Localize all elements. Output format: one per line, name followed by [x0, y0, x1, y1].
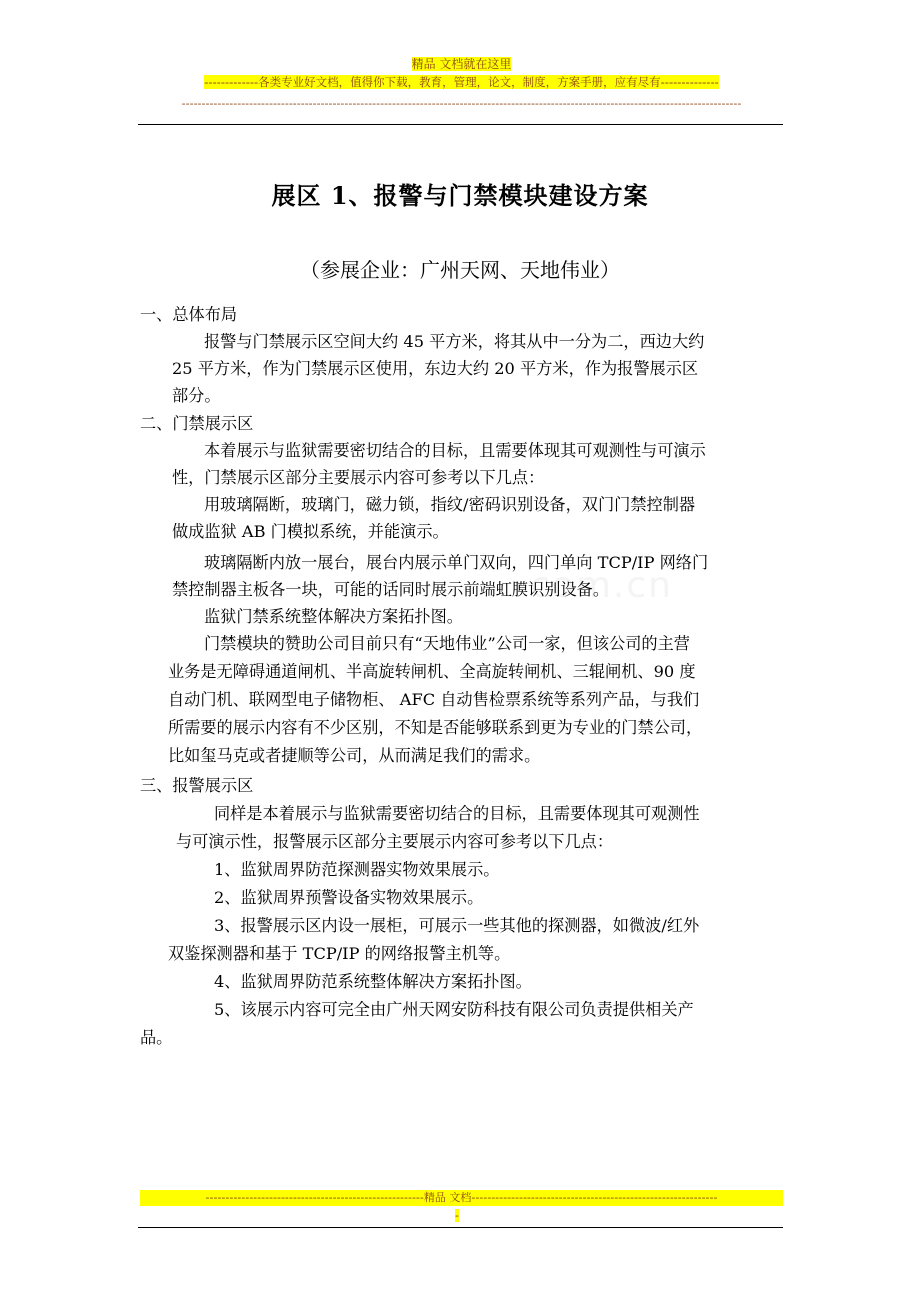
document-title: 展区 1、报警与门禁模块建设方案 [271, 181, 649, 210]
section-2-text-line: 用玻璃隔断，玻璃门，磁力锁，指纹/密码识别设备，双门门禁控制器 [204, 495, 696, 514]
section-3-text-line: 与可演示性，报警展示区部分主要展示内容可参考以下几点： [176, 832, 614, 851]
section-3-heading: 三、报警展示区 [140, 776, 254, 795]
footer-rule [138, 1227, 783, 1228]
section-2-text-line: 所需要的展示内容有不少区别，不知是否能够联系到更为专业的门禁公司， [168, 718, 703, 737]
header-line-2: -------------各类专业好文档，值得你下载，教育，管理，论文，制度，方案手册，应有尽有-------------- [204, 75, 719, 89]
section-1-heading: 一、总体布局 [140, 305, 238, 324]
section-3-list-item: 3、报警展示区内设一展柜，可展示一些其他的探测器，如微波/红外 [214, 916, 700, 935]
section-2-text-line: 比如玺马克或者捷顺等公司，从而满足我们的需求。 [168, 746, 541, 765]
header-line-1: 精品 文档就在这里 [411, 57, 512, 71]
section-3-list-item: 1、监狱周界防范探测器实物效果展示。 [214, 860, 500, 879]
section-1-text-line: 25 平方米，作为门禁展示区使用，东边大约 20 平方米，作为报警展示区 [172, 359, 699, 378]
footer-dash: - [455, 1209, 459, 1222]
header-rule [138, 124, 783, 125]
section-2-heading: 二、门禁展示区 [140, 414, 254, 433]
section-1-text-line: 部分。 [172, 386, 221, 405]
section-2-text-line: 本着展示与监狱需要密切结合的目标，且需要体现其可观测性与可演示 [204, 441, 706, 460]
header-line-3: --------------------------------------------------------------------------------------------------------------------------------------------- [181, 97, 742, 110]
section-3-list-item: 2、监狱周界预警设备实物效果展示。 [214, 888, 484, 907]
section-3-list-item: 4、监狱周界防范系统整体解决方案拓扑图。 [214, 972, 532, 991]
section-2-text-line: 做成监狱 AB 门模拟系统，并能演示。 [172, 522, 449, 541]
section-3-list-item: 5、该展示内容可完全由广州天网安防科技有限公司负责提供相关产 [214, 1000, 694, 1019]
section-2-text-line: 禁控制器主板各一块，可能的话同时展示前端虹膜识别设备。 [172, 580, 610, 599]
watermark: com.cn [530, 565, 673, 606]
section-3-list-item: 品。 [140, 1028, 173, 1047]
section-2-text-line: 玻璃隔断内放一展台，展台内展示单门双向，四门单向 TCP/IP 网络门 [204, 553, 709, 572]
section-3-list-item: 双鉴探测器和基于 TCP/IP 的网络报警主机等。 [168, 944, 511, 963]
section-2-text-line: 自动门机、联网型电子储物柜、 AFC 自动售检票系统等系列产品，与我们 [168, 690, 700, 709]
section-3-text-line: 同样是本着展示与监狱需要密切结合的目标，且需要体现其可观测性 [214, 804, 700, 823]
section-2-text-line: 业务是无障碍通道闸机、半高旋转闸机、全高旋转闸机、三辊闸机、90 度 [168, 662, 696, 681]
section-1-text-line: 报警与门禁展示区空间大约 45 平方米，将其从中一分为二，西边大约 [204, 332, 705, 351]
footer-line: -------------------------------------------------------精品 文档-------------------------------------------------------------- [140, 1190, 783, 1206]
document-subtitle: （参展企业：广州天网、天地伟业） [300, 258, 620, 282]
section-2-text-line: 门禁模块的赞助公司目前只有“天地伟业”公司一家，但该公司的主营 [204, 634, 690, 653]
section-2-text-line: 性，门禁展示区部分主要展示内容可参考以下几点： [172, 468, 545, 487]
section-2-text-line: 监狱门禁系统整体解决方案拓扑图。 [204, 607, 463, 626]
